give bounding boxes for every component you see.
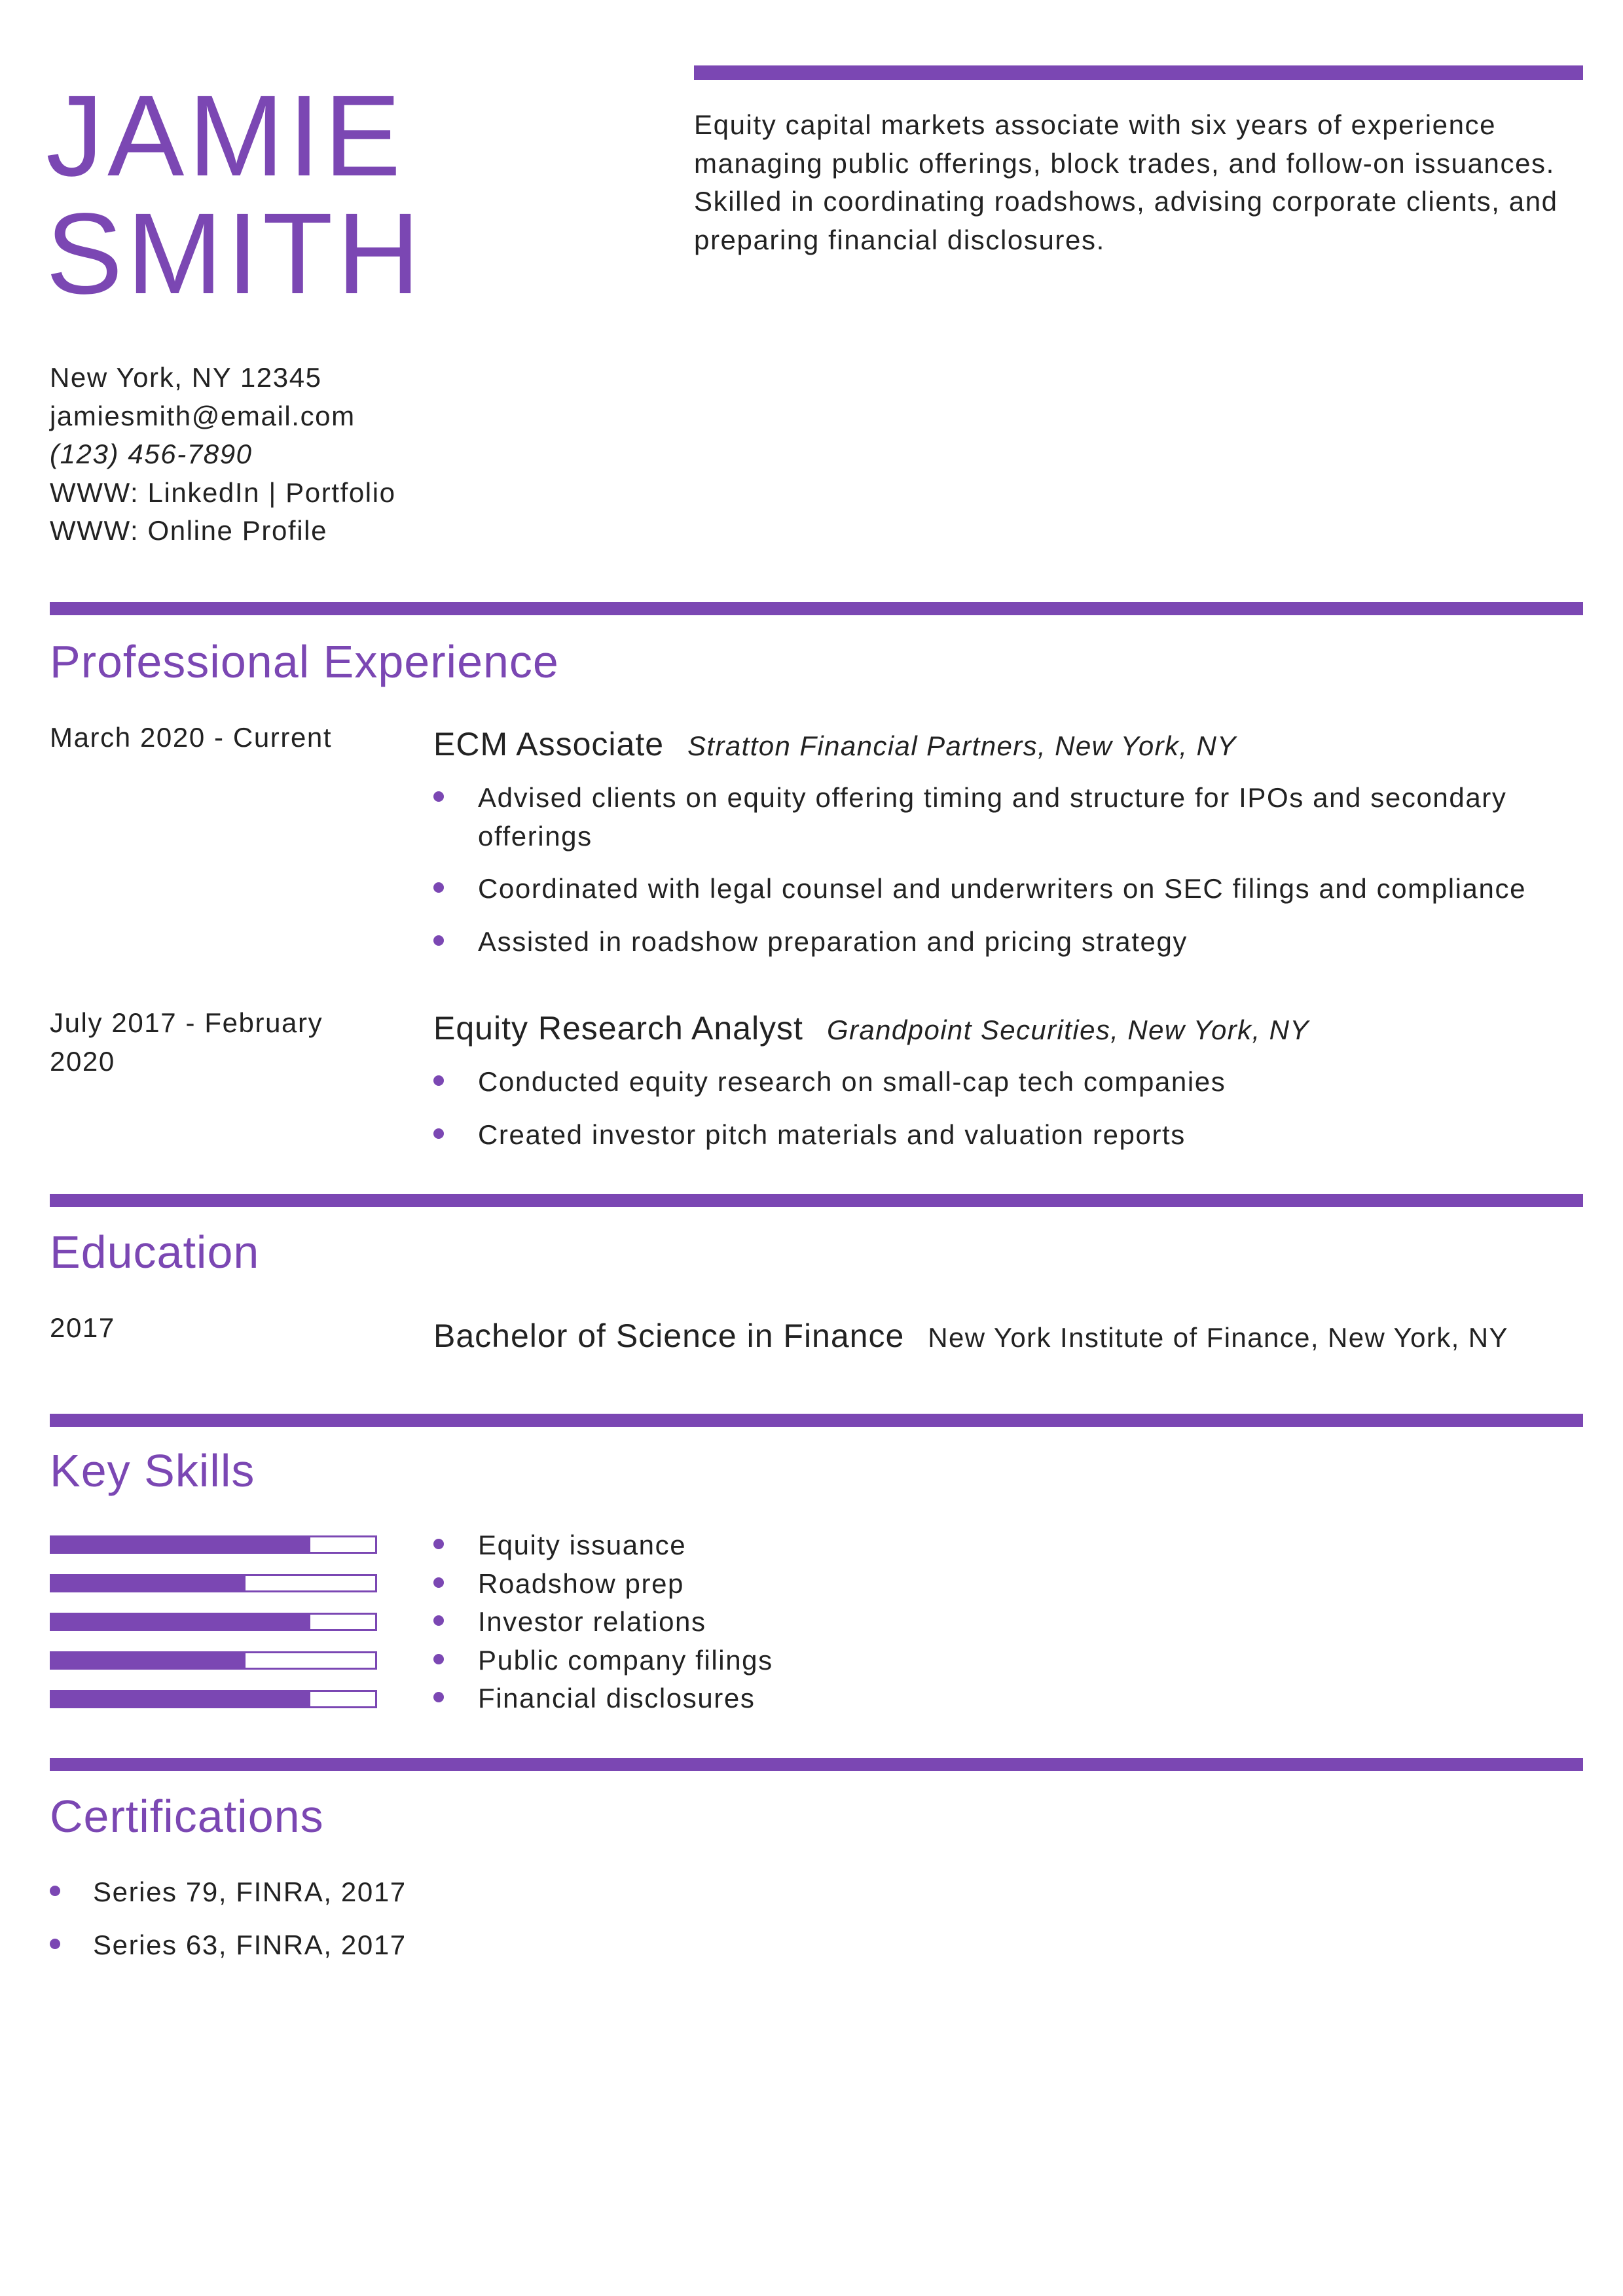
list-item: Created investor pitch materials and valuation reports [433, 1116, 1586, 1155]
list-item: Coordinated with legal counsel and underwriters on SEC filings and compliance [433, 870, 1586, 908]
list-item: Investor relations [433, 1603, 1586, 1641]
summary-divider [694, 65, 1583, 80]
skills-divider [50, 1414, 1583, 1427]
job-2-org: Grandpoint Securities, New York, NY [826, 1014, 1309, 1045]
skill-bar [50, 1651, 377, 1670]
list-item: Assisted in roadshow preparation and pricing strategy [433, 923, 1586, 961]
list-item: Conducted equity research on small-cap tech companies [433, 1063, 1586, 1102]
skill-bar [50, 1574, 377, 1592]
job-2-title: Equity Research Analyst [433, 1010, 803, 1047]
list-item: Equity issuance [433, 1526, 1586, 1565]
job-1-header [433, 728, 1237, 761]
skill-bar-fill [52, 1576, 246, 1590]
certifications-heading: Certifications [50, 1791, 324, 1842]
skill-bar [50, 1690, 377, 1708]
education-degree: Bachelor of Science in Finance [433, 1318, 905, 1354]
job-1-dates: March 2020 - Current [50, 722, 333, 753]
contact-address: New York, NY 12345 [50, 362, 322, 393]
contact-email[interactable]: jamiesmith@email.com [50, 400, 356, 431]
job-2-dates: July 2017 - February 2020 [50, 1007, 323, 1077]
skill-bar [50, 1613, 377, 1631]
contact-phone: (123) 456-7890 [50, 439, 253, 469]
certifications-list [50, 1873, 407, 1979]
skill-bar-fill [52, 1615, 310, 1629]
list-item: Advised clients on equity offering timing and structure for IPOs and secondary offerings [433, 779, 1586, 855]
education-divider [50, 1194, 1583, 1207]
list-item: Series 79, FINRA, 2017 [50, 1873, 407, 1912]
education-header [433, 1319, 1508, 1352]
list-item: Financial disclosures [433, 1679, 1586, 1718]
experience-heading: Professional Experience [50, 636, 559, 687]
experience-divider [50, 602, 1583, 615]
skills-list [433, 1526, 1586, 1718]
education-school: New York Institute of Finance, New York, NY [928, 1322, 1508, 1353]
contact-block [50, 359, 396, 550]
job-1-title: ECM Associate [433, 726, 665, 762]
skill-bar-fill [52, 1537, 310, 1552]
job-1-bullets [433, 779, 1586, 975]
summary-text: Equity capital markets associate with six years of experience managing public offerings, block trades, and follow-on issuances. Skilled in coordinating roadshows, advising corporate clients, and preparing financial disclosures. [694, 109, 1558, 255]
first-name: JAMIE [46, 72, 405, 200]
skill-bar [50, 1535, 377, 1554]
list-item: Roadshow prep [433, 1565, 1586, 1604]
education-heading: Education [50, 1227, 260, 1278]
list-item: Public company filings [433, 1641, 1586, 1680]
contact-links[interactable]: WWW: LinkedIn | Portfolio [50, 476, 396, 508]
contact-profile[interactable]: WWW: Online Profile [50, 515, 328, 546]
skill-bar-fill [52, 1692, 310, 1706]
job-2-header [433, 1012, 1309, 1045]
list-item: Series 63, FINRA, 2017 [50, 1926, 407, 1965]
certifications-divider [50, 1758, 1583, 1771]
skill-bar-fill [52, 1653, 246, 1668]
last-name: SMITH [46, 190, 424, 318]
skills-heading: Key Skills [50, 1445, 255, 1496]
job-1-org: Stratton Financial Partners, New York, NY [687, 730, 1237, 761]
education-year: 2017 [50, 1312, 115, 1343]
job-2-bullets [433, 1063, 1586, 1168]
